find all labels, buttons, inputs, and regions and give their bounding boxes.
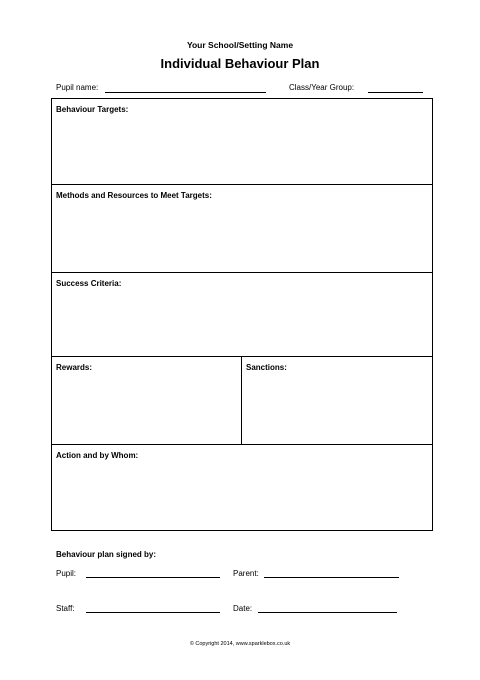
rewards-section[interactable] — [52, 357, 242, 444]
rewards-heading: Rewards: — [56, 363, 93, 372]
parent-signature-field[interactable] — [264, 577, 399, 578]
school-name: Your School/Setting Name — [186, 40, 294, 50]
date-label: Date: — [233, 604, 253, 613]
methods-resources-heading: Methods and Resources to Meet Targets: — [56, 191, 212, 200]
sanctions-section[interactable] — [242, 357, 432, 444]
pupil-signature-label: Pupil: — [56, 569, 77, 578]
behaviour-plan-form — [51, 98, 433, 531]
behaviour-targets-heading: Behaviour Targets: — [56, 105, 129, 114]
methods-resources-section[interactable] — [52, 185, 432, 273]
staff-signature-field[interactable] — [86, 612, 220, 613]
class-year-label: Class/Year Group: — [289, 83, 355, 92]
pupil-name-field[interactable] — [105, 92, 266, 93]
action-by-whom-section[interactable] — [52, 445, 432, 530]
action-by-whom-heading: Action and by Whom: — [56, 451, 139, 460]
pupil-name-label: Pupil name: — [56, 83, 99, 92]
staff-signature-label: Staff: — [56, 604, 75, 613]
rewards-sanctions-row — [52, 357, 432, 445]
signed-by-heading: Behaviour plan signed by: — [56, 550, 157, 559]
behaviour-targets-section[interactable] — [52, 99, 432, 185]
class-year-field[interactable] — [368, 92, 423, 93]
sanctions-heading: Sanctions: — [246, 363, 287, 372]
page-title: Individual Behaviour Plan — [160, 56, 320, 71]
date-field[interactable] — [258, 612, 397, 613]
parent-signature-label: Parent: — [233, 569, 259, 578]
success-criteria-section[interactable] — [52, 273, 432, 357]
copyright-notice: © Copyright 2014, www.sparklebox.co.uk — [189, 641, 291, 647]
pupil-signature-field[interactable] — [86, 577, 220, 578]
success-criteria-heading: Success Criteria: — [56, 279, 122, 288]
